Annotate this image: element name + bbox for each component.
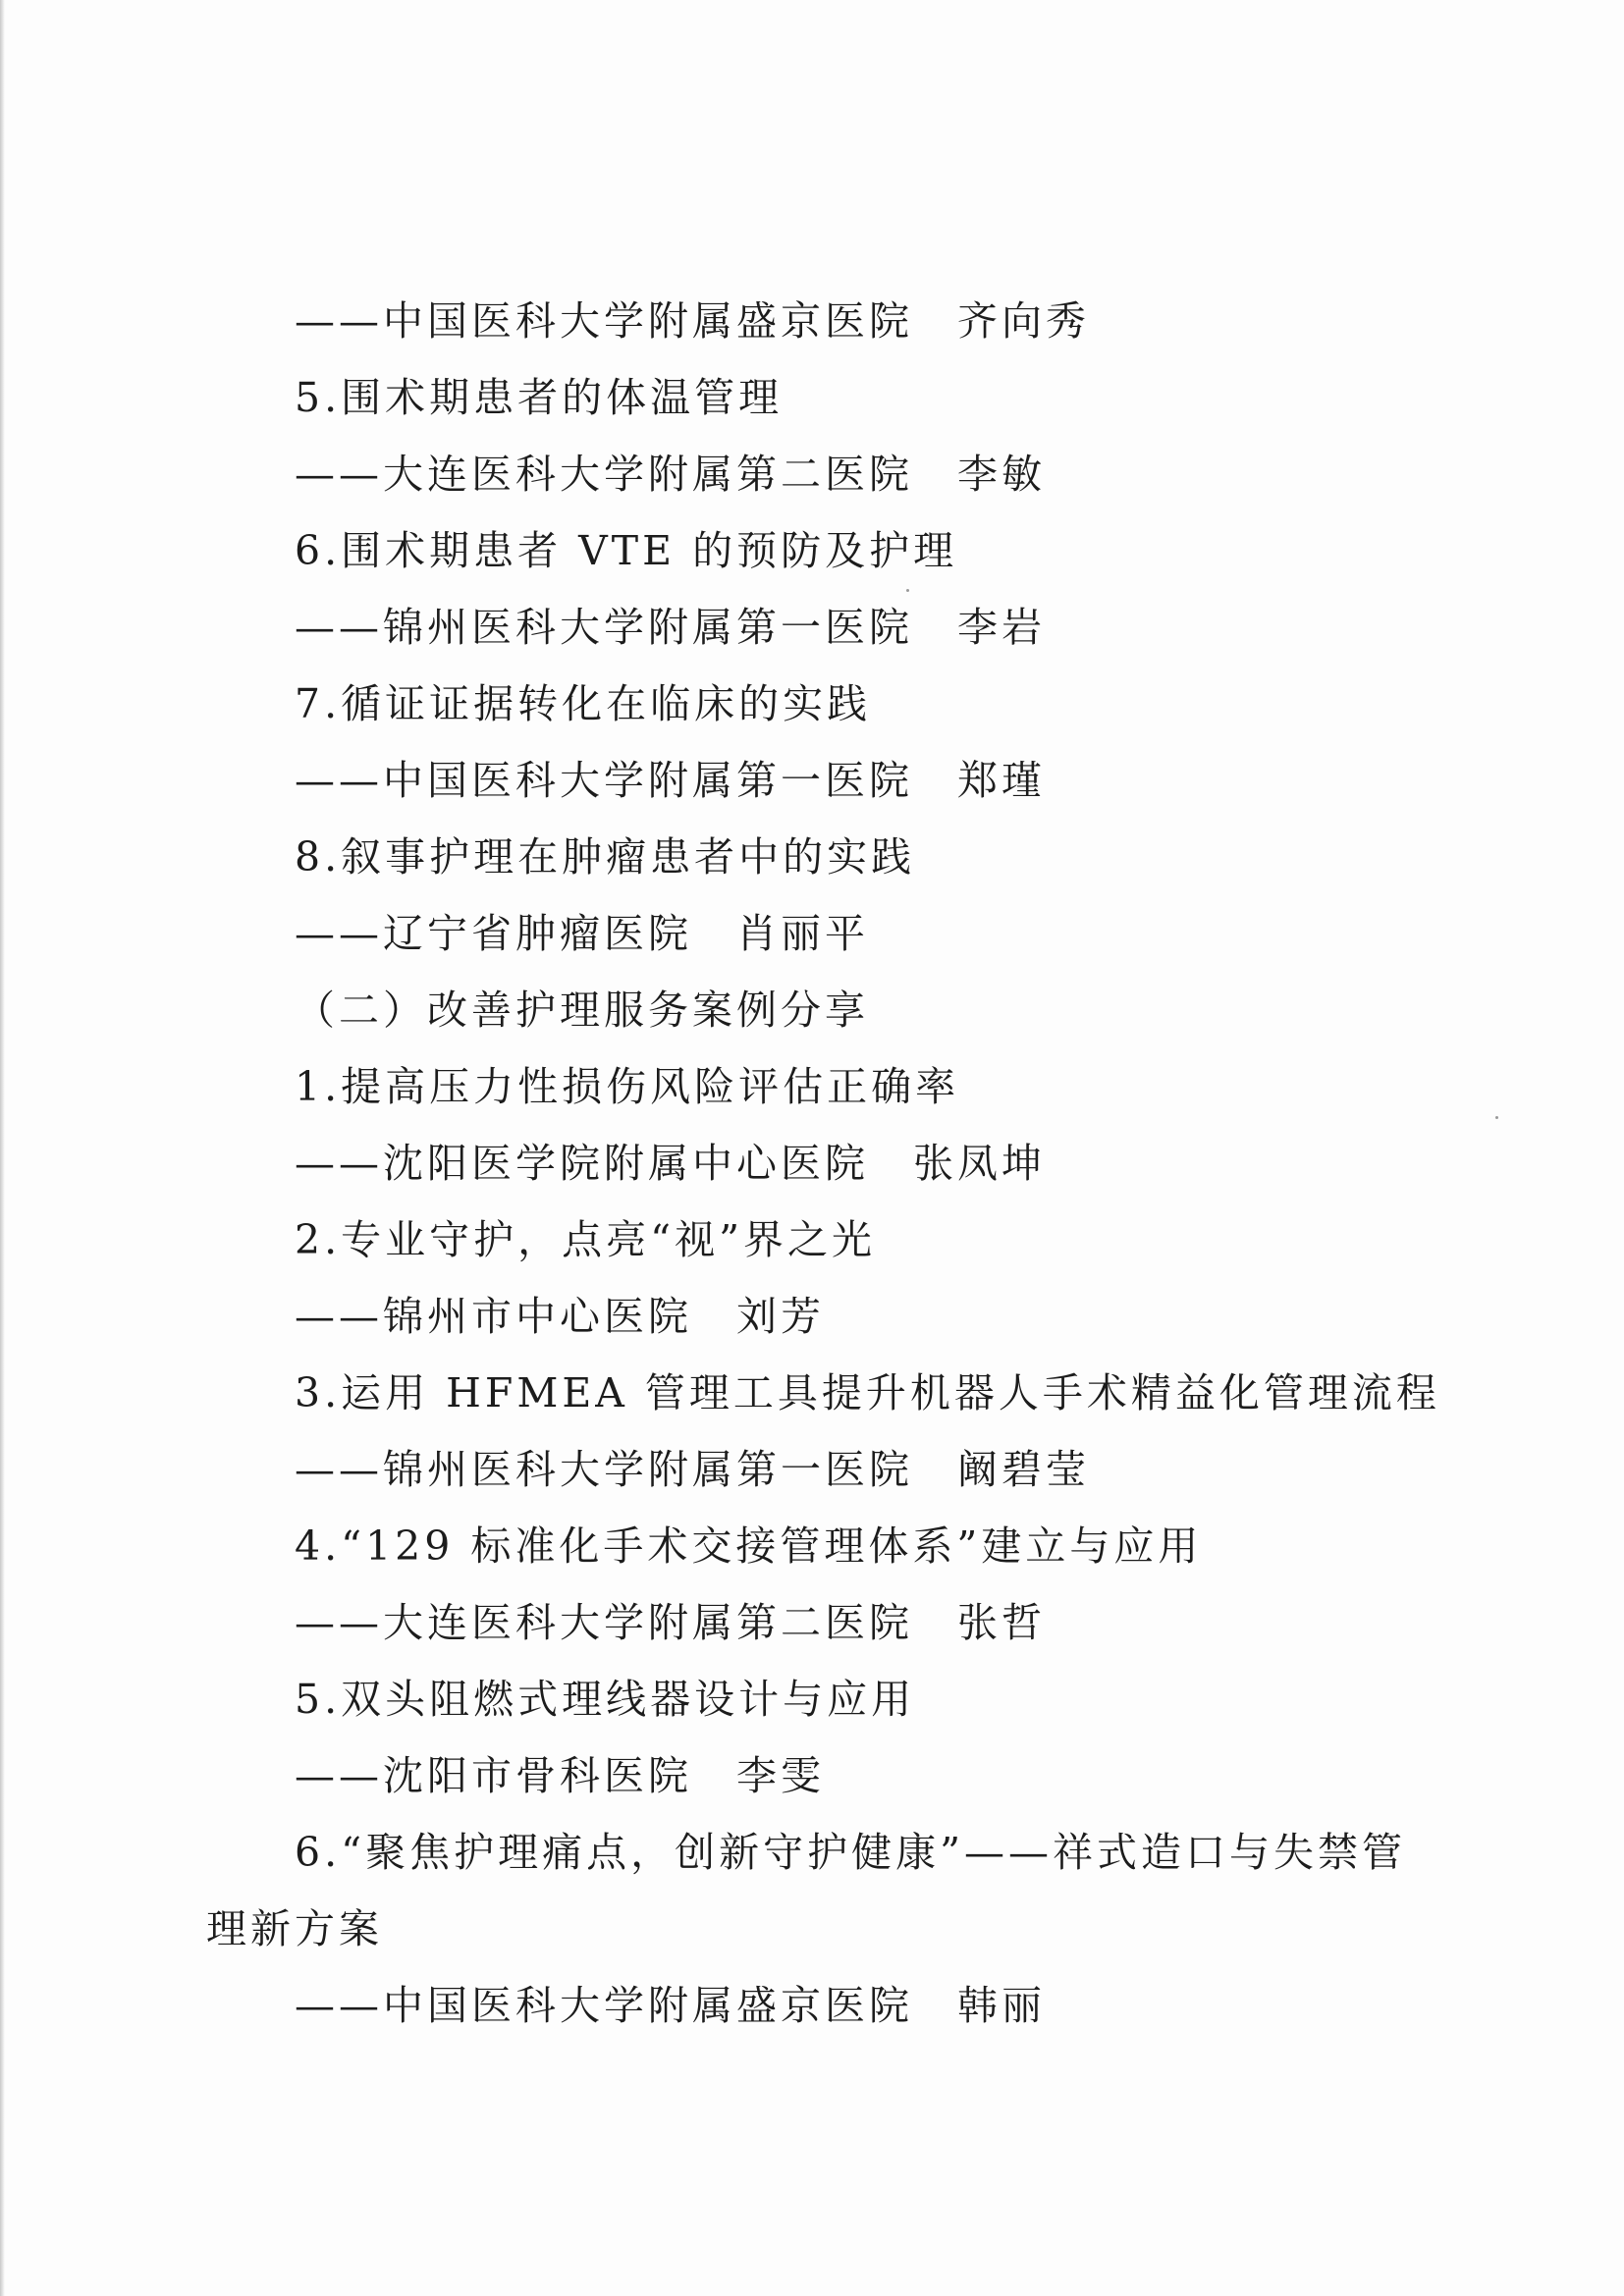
topic-line: 6.围术期患者 VTE 的预防及护理 <box>295 527 958 574</box>
presenter-line: ——辽宁省肿瘤医院 肖丽平 <box>295 910 869 957</box>
presenter-line: ——沈阳医学院附属中心医院 张凤坤 <box>295 1140 1046 1187</box>
topic-line: 4.“129 标准化手术交接管理体系”建立与应用 <box>295 1522 1203 1570</box>
scan-edge-shadow <box>0 0 5 2296</box>
topic-line: 8.叙事护理在肿瘤患者中的实践 <box>295 833 916 881</box>
presenter-line: ——锦州医科大学附属第一医院 阚碧莹 <box>295 1446 1090 1493</box>
topic-line: 7.循证证据转化在临床的实践 <box>295 680 872 727</box>
topic-line: 6.“聚焦护理痛点，创新守护健康”——祥式造口与失禁管 <box>295 1829 1407 1876</box>
scan-speck <box>1495 1116 1498 1119</box>
presenter-line: ——大连医科大学附属第二医院 张哲 <box>295 1599 1046 1646</box>
presenter-line: ——中国医科大学附属盛京医院 齐向秀 <box>295 297 1090 345</box>
section-heading: （二）改善护理服务案例分享 <box>295 987 869 1034</box>
topic-line: 3.运用 HFMEA 管理工具提升机器人手术精益化管理流程 <box>295 1369 1440 1416</box>
topic-line: 5.围术期患者的体温管理 <box>295 374 784 421</box>
scan-speck <box>906 589 909 592</box>
topic-line: 5.双头阻燃式理线器设计与应用 <box>295 1676 916 1723</box>
presenter-line: ——锦州市中心医院 刘芳 <box>295 1293 825 1340</box>
presenter-line: ——锦州医科大学附属第一医院 李岩 <box>295 604 1046 651</box>
topic-line: 1.提高压力性损伤风险评估正确率 <box>295 1063 960 1110</box>
presenter-line: ——大连医科大学附属第二医院 李敏 <box>295 451 1046 498</box>
presenter-line: ——中国医科大学附属第一医院 郑瑾 <box>295 757 1046 804</box>
presenter-line: ——沈阳市骨科医院 李雯 <box>295 1752 825 1799</box>
topic-line: 2.专业守护，点亮“视”界之光 <box>295 1216 877 1263</box>
presenter-line: ——中国医科大学附属盛京医院 韩丽 <box>295 1982 1046 2029</box>
topic-line-continuation: 理新方案 <box>206 1905 383 1952</box>
